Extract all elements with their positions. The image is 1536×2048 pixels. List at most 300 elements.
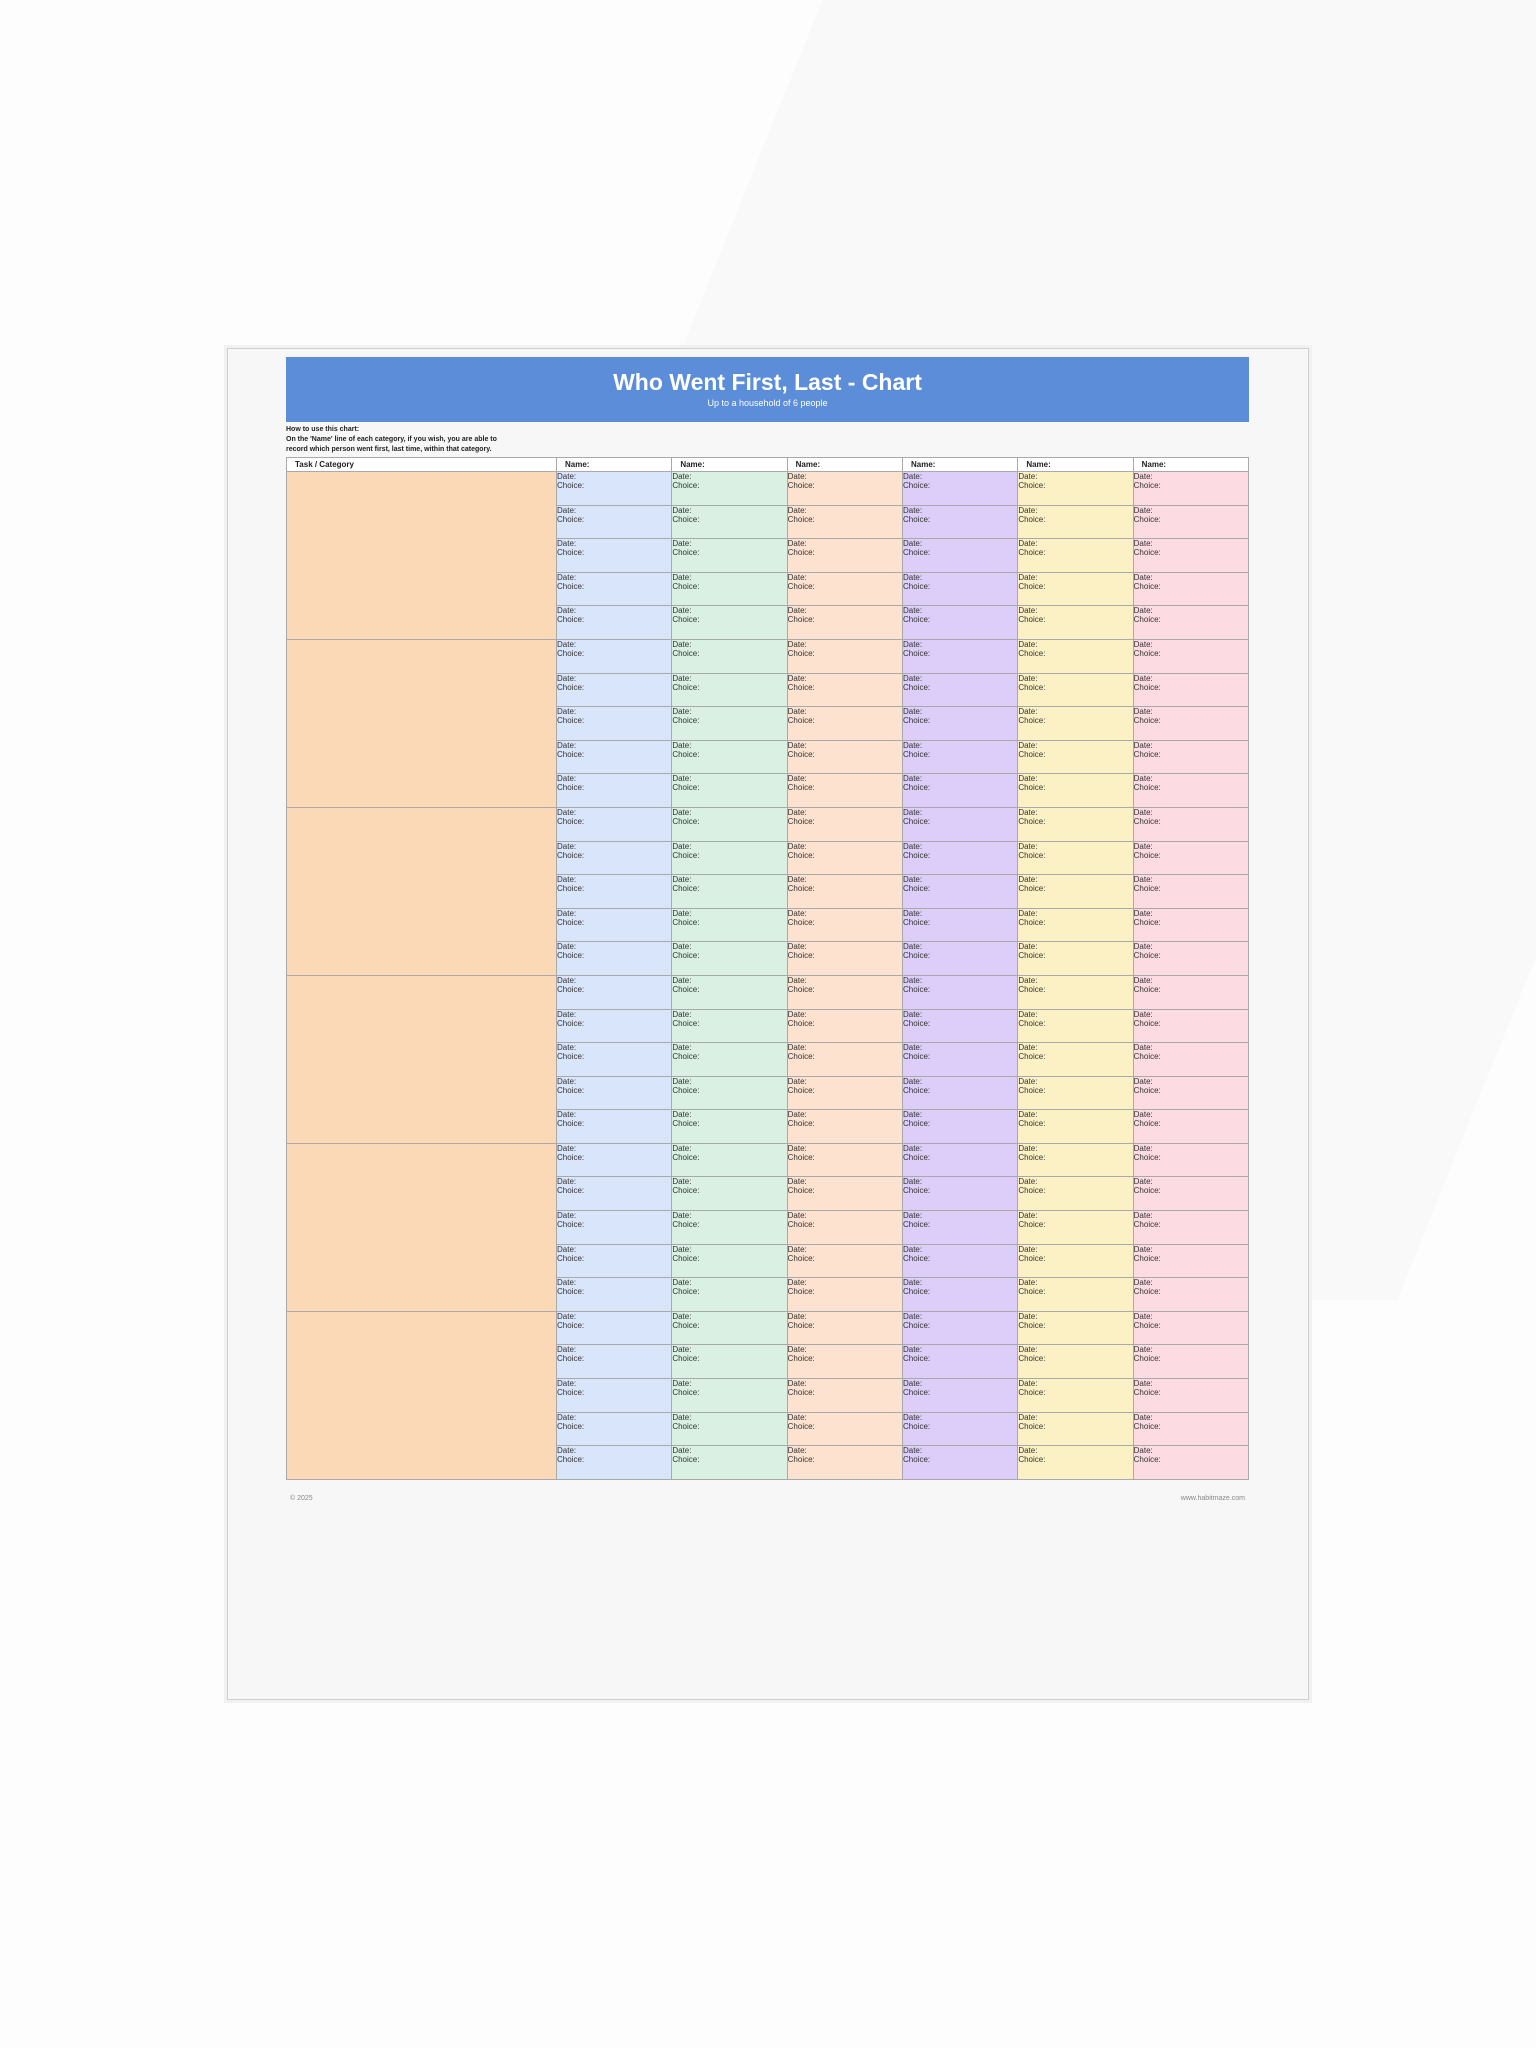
table-row [287,639,1249,673]
choice-label: Choice: [787,615,815,625]
date-label: Date: [1018,1244,1038,1254]
entry-cell[interactable] [902,1143,1017,1177]
entry-cell[interactable] [1133,673,1248,707]
entry-cell[interactable] [787,1446,902,1480]
entry-cell[interactable] [787,1177,902,1211]
entry-cell[interactable] [557,707,672,741]
entry-cell[interactable] [787,841,902,875]
entry-cell[interactable] [787,1076,902,1110]
entry-cell[interactable] [1133,539,1248,573]
entry-cell[interactable] [902,1211,1017,1245]
entry-cell[interactable] [787,707,902,741]
entry-cell[interactable] [672,1110,787,1144]
entry-cell[interactable] [1018,1211,1133,1245]
choice-label: Choice: [902,615,931,625]
choice-label: Choice: [787,1455,815,1465]
entry-cell[interactable] [557,1211,672,1245]
entry-cell[interactable] [1133,1244,1248,1278]
entry-cell[interactable] [902,807,1017,841]
date-label: Date: [672,639,692,649]
date-label: Date: [557,1177,577,1187]
entry-cell[interactable] [902,1043,1017,1077]
entry-cell[interactable] [557,841,672,875]
entry-cell[interactable] [1133,639,1248,673]
entry-cell[interactable] [902,1177,1017,1211]
entry-cell[interactable] [1133,606,1248,640]
entry-cell[interactable] [557,1379,672,1413]
entry-cell[interactable] [902,539,1017,573]
entry-cell[interactable] [1133,1311,1248,1345]
entry-cell[interactable] [672,472,787,506]
entry-cell[interactable] [787,1110,902,1144]
date-label: Date: [787,1076,807,1086]
date-label: Date: [1133,1446,1153,1456]
choice-label: Choice: [1018,1220,1046,1230]
date-label: Date: [902,707,923,717]
choice-label: Choice: [787,850,815,860]
category-cell[interactable] [287,1311,557,1479]
name-column-header[interactable]: Name: [672,458,787,472]
entry-cell[interactable] [1133,807,1248,841]
page-title: Who Went First, Last - Chart [613,369,922,395]
entry-cell[interactable] [902,1446,1017,1480]
date-label: Date: [902,572,923,582]
entry-cell[interactable] [557,1110,672,1144]
entry-cell[interactable] [1133,975,1248,1009]
date-label: Date: [557,1446,577,1456]
entry-cell[interactable] [902,572,1017,606]
date-label: Date: [672,875,692,885]
choice-label: Choice: [672,1052,700,1062]
entry-cell[interactable] [1133,1379,1248,1413]
date-label: Date: [672,1143,692,1153]
date-label: Date: [787,908,807,918]
entry-cell[interactable] [1133,908,1248,942]
entry-cell[interactable] [902,1311,1017,1345]
entry-cell[interactable] [672,505,787,539]
choice-label: Choice: [1018,1253,1046,1263]
entry-cell[interactable] [1018,740,1133,774]
entry-cell[interactable] [902,505,1017,539]
date-label: Date: [787,1244,807,1254]
choice-label: Choice: [672,884,700,894]
entry-cell[interactable] [787,1412,902,1446]
choice-label: Choice: [557,1152,585,1162]
date-label: Date: [1018,875,1038,885]
entry-cell[interactable] [557,505,672,539]
choice-label: Choice: [1018,1152,1046,1162]
category-cell[interactable] [287,472,557,640]
entry-cell[interactable] [1018,1311,1133,1345]
date-label: Date: [1018,639,1038,649]
date-label: Date: [1133,505,1153,515]
entry-cell[interactable] [902,472,1017,506]
entry-cell[interactable] [1018,1446,1133,1480]
date-label: Date: [902,472,923,481]
entry-cell[interactable] [557,942,672,976]
entry-cell[interactable] [1133,1043,1248,1077]
entry-cell[interactable] [557,1143,672,1177]
entry-cell[interactable] [557,1345,672,1379]
date-label: Date: [672,1345,692,1355]
entry-cell[interactable] [1018,572,1133,606]
date-label: Date: [557,740,577,750]
choice-label: Choice: [1018,884,1046,894]
choice-label: Choice: [1018,816,1046,826]
entry-cell[interactable] [1018,774,1133,808]
entry-cell[interactable] [787,572,902,606]
entry-cell[interactable] [787,1311,902,1345]
date-label: Date: [902,1211,923,1221]
entry-cell[interactable] [557,807,672,841]
entry-cell[interactable] [1133,1076,1248,1110]
entry-cell[interactable] [902,1110,1017,1144]
entry-cell[interactable] [1133,1345,1248,1379]
entry-cell[interactable] [787,1278,902,1312]
entry-cell[interactable] [902,1076,1017,1110]
entry-cell[interactable] [1018,875,1133,909]
entry-cell[interactable] [1133,875,1248,909]
entry-cell[interactable] [557,975,672,1009]
entry-cell[interactable] [902,841,1017,875]
choice-label: Choice: [787,816,815,826]
entry-cell[interactable] [902,1244,1017,1278]
entry-cell[interactable] [1133,1009,1248,1043]
choice-label: Choice: [902,1220,931,1230]
entry-cell[interactable] [1018,942,1133,976]
choice-label: Choice: [672,514,700,524]
entry-cell[interactable] [1018,1110,1133,1144]
entry-cell[interactable] [557,472,672,506]
category-cell[interactable] [287,1143,557,1311]
entry-cell[interactable] [1018,1143,1133,1177]
date-label: Date: [1018,841,1038,851]
choice-label: Choice: [1018,917,1046,927]
entry-cell[interactable] [787,807,902,841]
choice-label: Choice: [672,682,700,692]
date-label: Date: [1018,1412,1038,1422]
entry-cell[interactable] [557,774,672,808]
entry-cell[interactable] [787,1009,902,1043]
entry-cell[interactable] [1133,740,1248,774]
choice-label: Choice: [557,716,585,726]
date-label: Date: [902,1379,923,1389]
entry-cell[interactable] [902,1278,1017,1312]
choice-label: Choice: [1133,481,1161,490]
entry-cell[interactable] [672,707,787,741]
choice-label: Choice: [902,1119,931,1129]
date-label: Date: [1133,1177,1153,1187]
choice-label: Choice: [1133,984,1161,994]
choice-label: Choice: [1018,1186,1046,1196]
table-row [287,1311,1249,1345]
entry-cell[interactable] [1018,908,1133,942]
entry-cell[interactable] [672,673,787,707]
date-label: Date: [902,1043,923,1053]
entry-cell[interactable] [672,1412,787,1446]
entry-cell[interactable] [672,1177,787,1211]
date-label: Date: [672,975,692,985]
date-label: Date: [672,472,692,481]
entry-cell[interactable] [1018,1244,1133,1278]
date-label: Date: [787,1278,807,1288]
entry-cell[interactable] [902,673,1017,707]
date-label: Date: [557,1076,577,1086]
choice-label: Choice: [672,1119,700,1129]
date-label: Date: [672,707,692,717]
entry-cell[interactable] [1133,1211,1248,1245]
entry-cell[interactable] [1133,707,1248,741]
category-cell[interactable] [287,639,557,807]
date-label: Date: [672,1379,692,1389]
entry-cell[interactable] [557,1244,672,1278]
choice-label: Choice: [787,783,815,793]
date-label: Date: [902,1143,923,1153]
entry-cell[interactable] [557,1446,672,1480]
entry-cell[interactable] [672,1143,787,1177]
choice-label: Choice: [672,1455,700,1465]
entry-cell[interactable] [557,1009,672,1043]
entry-cell[interactable] [787,639,902,673]
date-label: Date: [557,875,577,885]
choice-label: Choice: [1133,1186,1161,1196]
date-label: Date: [1018,807,1038,817]
entry-cell[interactable] [557,572,672,606]
entry-cell[interactable] [1018,1278,1133,1312]
entry-cell[interactable] [672,875,787,909]
entry-cell[interactable] [672,740,787,774]
entry-cell[interactable] [672,841,787,875]
entry-cell[interactable] [672,572,787,606]
entry-cell[interactable] [902,875,1017,909]
entry-cell[interactable] [672,1446,787,1480]
date-label: Date: [1133,1379,1153,1389]
entry-cell[interactable] [1133,1412,1248,1446]
name-column-header[interactable]: Name: [1133,458,1248,472]
entry-cell[interactable] [672,1278,787,1312]
entry-cell[interactable] [557,1278,672,1312]
entry-cell[interactable] [1018,1043,1133,1077]
entry-cell[interactable] [787,740,902,774]
date-label: Date: [557,975,577,985]
choice-label: Choice: [1018,648,1046,658]
choice-label: Choice: [902,1320,931,1330]
choice-label: Choice: [672,816,700,826]
entry-cell[interactable] [1133,572,1248,606]
choice-label: Choice: [787,1320,815,1330]
entry-cell[interactable] [672,1076,787,1110]
entry-cell[interactable] [672,908,787,942]
date-label: Date: [1133,1244,1153,1254]
entry-cell[interactable] [1018,975,1133,1009]
choice-label: Choice: [672,481,700,490]
entry-cell[interactable] [787,606,902,640]
choice-label: Choice: [672,581,700,591]
entry-cell[interactable] [902,1345,1017,1379]
entry-cell[interactable] [672,1345,787,1379]
entry-cell[interactable] [672,1043,787,1077]
table-row [287,472,1249,506]
entry-cell[interactable] [902,639,1017,673]
entry-cell[interactable] [557,1076,672,1110]
entry-cell[interactable] [787,472,902,506]
entry-cell[interactable] [557,639,672,673]
choice-label: Choice: [672,1220,700,1230]
category-cell[interactable] [287,975,557,1143]
entry-cell[interactable] [787,1043,902,1077]
entry-cell[interactable] [672,639,787,673]
entry-cell[interactable] [902,1009,1017,1043]
choice-label: Choice: [557,951,585,961]
choice-label: Choice: [787,749,815,759]
entry-cell[interactable] [787,774,902,808]
entry-cell[interactable] [672,975,787,1009]
entry-cell[interactable] [557,1043,672,1077]
date-label: Date: [557,1211,577,1221]
entry-cell[interactable] [557,1311,672,1345]
entry-cell[interactable] [902,1412,1017,1446]
entry-cell[interactable] [1018,1076,1133,1110]
entry-cell[interactable] [672,1379,787,1413]
choice-label: Choice: [1133,716,1161,726]
date-label: Date: [1018,606,1038,616]
instructions-line: On the 'Name' line of each category, if you wish, you are able to [286,436,497,443]
title-banner [286,357,1249,422]
date-label: Date: [1133,807,1153,817]
choice-label: Choice: [1133,682,1161,692]
entry-cell[interactable] [1018,807,1133,841]
entry-cell[interactable] [902,740,1017,774]
choice-label: Choice: [902,581,931,591]
entry-cell[interactable] [557,1412,672,1446]
entry-cell[interactable] [1018,1379,1133,1413]
chart-sheet [227,348,1309,1700]
entry-cell[interactable] [1018,1009,1133,1043]
entry-cell[interactable] [672,774,787,808]
entry-cell[interactable] [672,942,787,976]
category-cell[interactable] [287,807,557,975]
entry-cell[interactable] [1133,472,1248,506]
entry-cell[interactable] [902,606,1017,640]
choice-label: Choice: [1133,783,1161,793]
entry-cell[interactable] [1133,1143,1248,1177]
entry-cell[interactable] [1018,707,1133,741]
entry-cell[interactable] [1018,606,1133,640]
entry-cell[interactable] [902,774,1017,808]
entry-cell[interactable] [557,539,672,573]
entry-cell[interactable] [787,1345,902,1379]
entry-cell[interactable] [1133,841,1248,875]
choice-label: Choice: [1133,850,1161,860]
choice-label: Choice: [1018,581,1046,591]
entry-cell[interactable] [1018,1412,1133,1446]
date-label: Date: [1133,707,1153,717]
entry-cell[interactable] [1018,841,1133,875]
entry-cell[interactable] [557,740,672,774]
date-label: Date: [902,1244,923,1254]
entry-cell[interactable] [902,1379,1017,1413]
entry-cell[interactable] [787,975,902,1009]
date-label: Date: [902,1345,923,1355]
entry-cell[interactable] [672,1009,787,1043]
entry-cell[interactable] [672,807,787,841]
entry-cell[interactable] [787,1211,902,1245]
entry-cell[interactable] [787,673,902,707]
entry-cell[interactable] [902,908,1017,942]
choice-label: Choice: [1018,1320,1046,1330]
entry-cell[interactable] [672,1244,787,1278]
choice-label: Choice: [787,1253,815,1263]
entry-cell[interactable] [1133,942,1248,976]
date-label: Date: [1133,472,1153,481]
entry-cell[interactable] [557,875,672,909]
entry-cell[interactable] [1133,1110,1248,1144]
entry-cell[interactable] [557,673,672,707]
entry-cell[interactable] [787,1379,902,1413]
entry-cell[interactable] [1018,539,1133,573]
entry-cell[interactable] [1133,505,1248,539]
entry-cell[interactable] [672,1211,787,1245]
entry-cell[interactable] [902,707,1017,741]
choice-label: Choice: [1018,1018,1046,1028]
entry-cell[interactable] [902,942,1017,976]
choice-label: Choice: [787,682,815,692]
entry-cell[interactable] [787,1244,902,1278]
choice-label: Choice: [672,615,700,625]
entry-cell[interactable] [902,975,1017,1009]
entry-cell[interactable] [787,908,902,942]
entry-cell[interactable] [787,1143,902,1177]
date-label: Date: [787,639,807,649]
entry-cell[interactable] [672,606,787,640]
choice-label: Choice: [902,984,931,994]
choice-label: Choice: [1018,1119,1046,1129]
entry-cell[interactable] [1133,1446,1248,1480]
entry-cell[interactable] [1133,774,1248,808]
date-label: Date: [1133,1311,1153,1321]
name-column-header[interactable]: Name: [557,458,672,472]
choice-label: Choice: [672,783,700,793]
date-label: Date: [557,1009,577,1019]
choice-label: Choice: [787,1119,815,1129]
entry-cell[interactable] [672,539,787,573]
name-column-header[interactable]: Name: [902,458,1017,472]
entry-cell[interactable] [1018,1177,1133,1211]
entry-cell[interactable] [787,875,902,909]
name-column-header[interactable]: Name: [787,458,902,472]
table-body [287,472,1249,1480]
choice-label: Choice: [1018,615,1046,625]
entry-cell[interactable] [557,606,672,640]
entry-cell[interactable] [787,539,902,573]
choice-label: Choice: [1133,917,1161,927]
entry-cell[interactable] [1018,472,1133,506]
entry-cell[interactable] [1133,1177,1248,1211]
date-label: Date: [1133,774,1153,784]
entry-cell[interactable] [557,908,672,942]
entry-cell[interactable] [787,942,902,976]
entry-cell[interactable] [1018,639,1133,673]
date-label: Date: [557,539,577,549]
entry-cell[interactable] [1133,1278,1248,1312]
entry-cell[interactable] [1018,1345,1133,1379]
entry-cell[interactable] [672,1311,787,1345]
name-column-header[interactable]: Name: [1018,458,1133,472]
entry-cell[interactable] [1018,673,1133,707]
entry-cell[interactable] [557,1177,672,1211]
entry-cell[interactable] [1018,505,1133,539]
entry-cell[interactable] [787,505,902,539]
